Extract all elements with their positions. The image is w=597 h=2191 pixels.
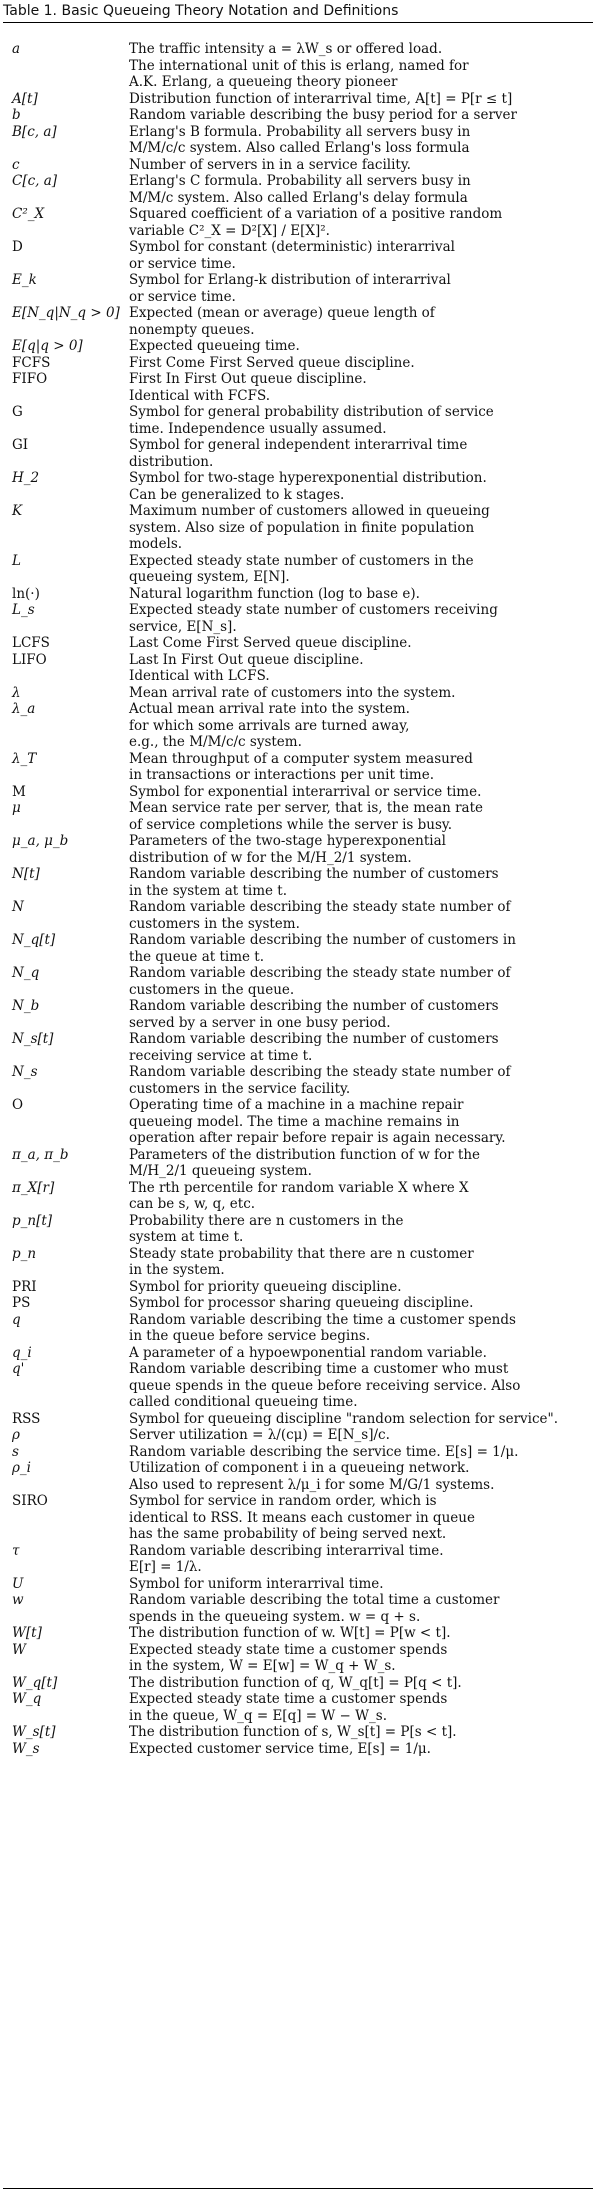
definition-line: Mean throughput of a computer system measured bbox=[129, 750, 473, 767]
definition-line: M/H_2/1 queueing system. bbox=[129, 1163, 312, 1179]
table-row bbox=[0, 1592, 597, 1625]
definition-line: Can be generalized to k stages. bbox=[129, 486, 345, 503]
definition-cell bbox=[129, 1213, 585, 1246]
table-row bbox=[0, 305, 597, 338]
definition-cell bbox=[129, 652, 585, 685]
table-row bbox=[0, 1675, 597, 1692]
definition-line: for which some arrivals are turned away, bbox=[129, 717, 410, 734]
symbol-cell: W_q[t] bbox=[12, 1674, 58, 1691]
symbol-cell: N bbox=[12, 899, 24, 915]
symbol-cell: μ_a, μ_b bbox=[12, 833, 69, 849]
symbol-cell: A[t] bbox=[12, 90, 38, 107]
definition-line: Random variable describing the time a customer spends bbox=[129, 1311, 516, 1328]
definition-cell bbox=[129, 602, 585, 635]
symbol-cell: LCFS bbox=[12, 635, 50, 651]
definition-line: service, E[N_s]. bbox=[129, 618, 237, 635]
symbol-cell: PRI bbox=[12, 1278, 37, 1295]
symbol-cell: FCFS bbox=[12, 354, 51, 371]
table-row bbox=[0, 91, 597, 108]
table-row bbox=[0, 272, 597, 305]
symbol-cell: E[q|q > 0] bbox=[12, 338, 83, 354]
table-row bbox=[0, 1427, 597, 1444]
definition-cell bbox=[129, 1576, 585, 1593]
definition-cell bbox=[129, 1675, 585, 1692]
definition-line: First Come First Served queue discipline. bbox=[129, 354, 415, 371]
symbol-cell: p_n bbox=[12, 1245, 37, 1262]
symbol-cell: LIFO bbox=[12, 651, 47, 668]
definition-cell bbox=[129, 1642, 585, 1675]
table-row bbox=[0, 355, 597, 372]
definition-line: customers in the system. bbox=[129, 915, 300, 932]
symbol-cell: B[c, a] bbox=[12, 123, 57, 140]
table-row bbox=[0, 239, 597, 272]
symbol-cell: C[c, a] bbox=[12, 173, 58, 189]
table-row bbox=[0, 1295, 597, 1312]
table-row bbox=[0, 800, 597, 833]
definition-line: Expected customer service time, E[s] = 1/μ. bbox=[129, 1740, 431, 1757]
definition-cell bbox=[129, 41, 585, 91]
table-row bbox=[0, 1180, 597, 1213]
symbol-cell: W_s bbox=[12, 1740, 40, 1757]
definition-line: Expected steady state time a customer spends bbox=[129, 1691, 448, 1707]
table-row bbox=[0, 635, 597, 652]
definition-cell bbox=[129, 1180, 585, 1213]
definition-line: A parameter of a hypoewponential random variable. bbox=[129, 1344, 487, 1361]
definition-cell bbox=[129, 107, 585, 124]
definition-line: Symbol for general probability distribution of service bbox=[129, 404, 494, 420]
definition-line: spends in the queueing system. w = q + s. bbox=[129, 1608, 421, 1625]
definition-line: Random variable describing the service time. E[s] = 1/μ. bbox=[129, 1443, 519, 1460]
definition-line: Squared coefficient of a variation of a positive random bbox=[129, 206, 503, 222]
definition-cell bbox=[129, 784, 585, 801]
definition-line: customers in the service facility. bbox=[129, 1080, 351, 1097]
definition-cell bbox=[129, 1592, 585, 1625]
definition-cell bbox=[129, 833, 585, 866]
symbol-cell: q' bbox=[12, 1361, 25, 1377]
symbol-cell: λ_T bbox=[12, 750, 37, 767]
definition-line: Server utilization = λ/(cμ) = E[N_s]/c. bbox=[129, 1427, 390, 1443]
definition-cell bbox=[129, 1031, 585, 1064]
symbol-cell: N_s bbox=[12, 1064, 38, 1080]
definition-line: variable C²_X = D²[X] / E[X]². bbox=[129, 222, 330, 239]
symbol-cell: w bbox=[12, 1592, 24, 1608]
definition-line: in the system at time t. bbox=[129, 882, 287, 899]
definition-cell bbox=[129, 1279, 585, 1296]
symbol-cell: μ bbox=[12, 800, 21, 816]
definition-line: Parameters of the two-stage hyperexponential bbox=[129, 833, 446, 849]
definition-line: The rth percentile for random variable X where X bbox=[129, 1179, 469, 1196]
definition-cell bbox=[129, 305, 585, 338]
table-row bbox=[0, 1097, 597, 1147]
definition-line: Random variable describing the number of customers bbox=[129, 1031, 499, 1047]
table-row bbox=[0, 41, 597, 91]
definition-cell bbox=[129, 1411, 585, 1428]
definition-cell bbox=[129, 173, 585, 206]
symbol-cell: L_s bbox=[12, 602, 35, 618]
definition-line: time. Independence usually assumed. bbox=[129, 420, 387, 437]
definition-line: Symbol for exponential interarrival or service time. bbox=[129, 783, 482, 800]
table-row bbox=[0, 1576, 597, 1593]
symbol-cell: N[t] bbox=[12, 866, 40, 882]
definition-line: operation after repair before repair is again necessary. bbox=[129, 1130, 506, 1146]
table-row bbox=[0, 1246, 597, 1279]
symbol-cell: b bbox=[12, 107, 21, 123]
definition-line: M/M/c system. Also called Erlang's delay formula bbox=[129, 189, 468, 206]
definition-cell bbox=[129, 1460, 585, 1493]
definition-cell bbox=[129, 1147, 585, 1180]
table-row bbox=[0, 1147, 597, 1180]
symbol-cell: s bbox=[12, 1443, 19, 1460]
definition-line: Operating time of a machine in a machine repair bbox=[129, 1097, 464, 1113]
definition-cell bbox=[129, 1741, 585, 1758]
table-row bbox=[0, 1460, 597, 1493]
definition-cell bbox=[129, 701, 585, 751]
definition-cell bbox=[129, 206, 585, 239]
definition-line: Random variable describing the busy period for a server bbox=[129, 107, 517, 123]
symbol-cell: C²_X bbox=[12, 206, 45, 222]
definition-line: Last Come First Served queue discipline. bbox=[129, 635, 412, 651]
definition-line: Identical with FCFS. bbox=[129, 387, 271, 404]
definition-line: receiving service at time t. bbox=[129, 1047, 313, 1064]
definition-cell bbox=[129, 553, 585, 586]
table-row bbox=[0, 1411, 597, 1428]
symbol-cell: ρ_i bbox=[12, 1460, 32, 1476]
table-row bbox=[0, 586, 597, 603]
definition-cell bbox=[129, 1246, 585, 1279]
bottom-rule bbox=[3, 2188, 593, 2189]
definition-cell bbox=[129, 437, 585, 470]
table-row bbox=[0, 503, 597, 553]
table-row bbox=[0, 685, 597, 702]
table-row bbox=[0, 1625, 597, 1642]
definition-cell bbox=[129, 899, 585, 932]
definition-line: Steady state probability that there are n customer bbox=[129, 1245, 474, 1262]
definition-cell bbox=[129, 800, 585, 833]
symbol-cell: λ bbox=[12, 684, 21, 701]
table-row bbox=[0, 371, 597, 404]
definition-line: Also used to represent λ/μ_i for some M/G/1 systems. bbox=[129, 1476, 495, 1493]
definition-cell bbox=[129, 157, 585, 174]
definition-line: called conditional queueing time. bbox=[129, 1394, 358, 1410]
symbol-cell: H_2 bbox=[12, 470, 40, 486]
symbol-cell: q bbox=[12, 1311, 21, 1328]
definition-cell bbox=[129, 1444, 585, 1461]
definition-cell bbox=[129, 685, 585, 702]
definition-cell bbox=[129, 91, 585, 108]
definition-cell bbox=[129, 404, 585, 437]
table-row bbox=[0, 1444, 597, 1461]
definition-cell bbox=[129, 1625, 585, 1642]
table-row bbox=[0, 652, 597, 685]
table-row bbox=[0, 1724, 597, 1741]
symbol-cell: RSS bbox=[12, 1410, 41, 1427]
table-row bbox=[0, 1741, 597, 1758]
definition-line: Last In First Out queue discipline. bbox=[129, 651, 364, 668]
definition-line: of service completions while the server is busy. bbox=[129, 816, 453, 833]
symbol-cell: O bbox=[12, 1097, 24, 1113]
table-row bbox=[0, 1493, 597, 1543]
definition-line: Symbol for general independent interarrival time bbox=[129, 437, 468, 453]
definition-line: Random variable describing the steady state number of bbox=[129, 965, 511, 981]
definition-cell bbox=[129, 1691, 585, 1724]
table-row bbox=[0, 553, 597, 586]
definition-line: Random variable describing the steady state number of bbox=[129, 1064, 511, 1080]
table-row bbox=[0, 701, 597, 751]
definition-line: in the queue before service begins. bbox=[129, 1328, 371, 1344]
definition-line: The traffic intensity a = λW_s or offered load. bbox=[129, 41, 443, 57]
symbol-cell: E_k bbox=[12, 272, 37, 288]
definition-line: queueing model. The time a machine remains in bbox=[129, 1113, 460, 1130]
definition-line: The international unit of this is erlang, named for bbox=[129, 57, 469, 74]
table-caption: Table 1. Basic Queueing Theory Notation and Definitions bbox=[3, 0, 593, 23]
definition-line: Maximum number of customers allowed in queueing bbox=[129, 503, 490, 519]
definition-cell bbox=[129, 1295, 585, 1312]
definition-line: the queue at time t. bbox=[129, 948, 265, 965]
definition-line: in the system, W = E[w] = W_q + W_s. bbox=[129, 1658, 396, 1674]
definition-cell bbox=[129, 635, 585, 652]
symbol-cell: W bbox=[12, 1641, 26, 1658]
table-row bbox=[0, 470, 597, 503]
table-row bbox=[0, 965, 597, 998]
definition-line: customers in the queue. bbox=[129, 981, 295, 998]
definition-cell bbox=[129, 998, 585, 1031]
definition-cell bbox=[129, 1361, 585, 1411]
definition-line: nonempty queues. bbox=[129, 321, 255, 338]
definition-line: Actual mean arrival rate into the system. bbox=[129, 701, 410, 717]
symbol-cell: G bbox=[12, 404, 23, 420]
definition-cell bbox=[129, 1724, 585, 1741]
table-row bbox=[0, 437, 597, 470]
definition-line: served by a server in one busy period. bbox=[129, 1014, 391, 1031]
definition-line: Probability there are n customers in the bbox=[129, 1212, 404, 1229]
symbol-cell: W[t] bbox=[12, 1625, 42, 1641]
definition-line: can be s, w, q, etc. bbox=[129, 1196, 256, 1212]
symbol-cell: q_i bbox=[12, 1344, 32, 1361]
table-row bbox=[0, 866, 597, 899]
definition-line: Symbol for processor sharing queueing discipline. bbox=[129, 1295, 474, 1311]
symbol-cell: M bbox=[12, 783, 26, 800]
table-row bbox=[0, 1642, 597, 1675]
definition-line: Random variable describing time a customer who must bbox=[129, 1361, 509, 1377]
definition-line: The distribution function of s, W_s[t] = P[s < t]. bbox=[129, 1724, 457, 1740]
table-row bbox=[0, 404, 597, 437]
definition-line: Identical with LCFS. bbox=[129, 668, 270, 684]
table-row bbox=[0, 1361, 597, 1411]
table-row bbox=[0, 602, 597, 635]
symbol-cell: PS bbox=[12, 1295, 31, 1311]
definition-cell bbox=[129, 371, 585, 404]
table-row bbox=[0, 1031, 597, 1064]
symbol-cell: p_n[t] bbox=[12, 1212, 53, 1229]
definition-cell bbox=[129, 124, 585, 157]
definition-line: Expected steady state number of customers in the bbox=[129, 552, 474, 569]
definition-cell bbox=[129, 751, 585, 784]
definition-line: Random variable describing the total time a customer bbox=[129, 1592, 500, 1608]
symbol-cell: W_q bbox=[12, 1691, 42, 1707]
definition-line: Expected queueing time. bbox=[129, 338, 300, 354]
table-row bbox=[0, 1543, 597, 1576]
symbol-cell: a bbox=[12, 41, 21, 57]
table-row bbox=[0, 338, 597, 355]
definition-line: Mean service rate per server, that is, the mean rate bbox=[129, 800, 483, 816]
table-row bbox=[0, 899, 597, 932]
definition-line: has the same probability of being served next. bbox=[129, 1526, 447, 1542]
definition-cell bbox=[129, 1064, 585, 1097]
symbol-cell: N_q bbox=[12, 965, 40, 981]
table-row bbox=[0, 751, 597, 784]
table-row bbox=[0, 124, 597, 157]
table-row bbox=[0, 173, 597, 206]
table-row bbox=[0, 107, 597, 124]
table-row bbox=[0, 1279, 597, 1296]
definition-line: Symbol for priority queueing discipline. bbox=[129, 1278, 402, 1295]
table-row bbox=[0, 1345, 597, 1362]
definition-cell bbox=[129, 866, 585, 899]
definition-line: Number of servers in in a service facility. bbox=[129, 156, 411, 173]
definition-line: The distribution function of q, W_q[t] = P[q < t]. bbox=[129, 1674, 462, 1691]
definition-line: system at time t. bbox=[129, 1229, 244, 1245]
symbol-cell: c bbox=[12, 156, 20, 173]
definition-line: or service time. bbox=[129, 255, 236, 272]
definition-cell bbox=[129, 1427, 585, 1444]
definition-line: system. Also size of population in finite population bbox=[129, 519, 475, 536]
symbol-cell: N_q[t] bbox=[12, 932, 56, 948]
definition-line: distribution. bbox=[129, 453, 214, 470]
symbol-cell: W_s[t] bbox=[12, 1724, 56, 1740]
definition-line: Mean arrival rate of customers into the system. bbox=[129, 684, 456, 701]
definition-cell bbox=[129, 1345, 585, 1362]
definition-line: Expected steady state number of customers receiving bbox=[129, 602, 498, 618]
definition-line: Symbol for constant (deterministic) interarrival bbox=[129, 239, 455, 255]
table-row bbox=[0, 1691, 597, 1724]
definition-line: Symbol for uniform interarrival time. bbox=[129, 1575, 384, 1592]
definition-line: Symbol for service in random order, which is bbox=[129, 1493, 437, 1509]
symbol-cell: E[N_q|N_q > 0] bbox=[12, 305, 120, 321]
symbol-cell: L bbox=[12, 552, 21, 569]
definition-line: models. bbox=[129, 536, 183, 552]
definition-cell bbox=[129, 965, 585, 998]
definition-line: identical to RSS. It means each customer in queue bbox=[129, 1509, 475, 1526]
definition-cell bbox=[129, 503, 585, 553]
definition-line: Random variable describing the number of customers bbox=[129, 866, 499, 882]
table-row bbox=[0, 206, 597, 239]
symbol-cell: N_s[t] bbox=[12, 1031, 54, 1047]
definition-line: Random variable describing the number of customers in bbox=[129, 932, 516, 948]
definition-line: Random variable describing the steady state number of bbox=[129, 899, 511, 915]
definition-line: in transactions or interactions per unit time. bbox=[129, 767, 435, 783]
definition-line: Symbol for Erlang-k distribution of interarrival bbox=[129, 272, 451, 288]
symbol-cell: π_X[r] bbox=[12, 1179, 55, 1196]
definition-cell bbox=[129, 239, 585, 272]
definition-line: Expected (mean or average) queue length of bbox=[129, 305, 435, 321]
definition-line: Random variable describing interarrival time. bbox=[129, 1542, 444, 1559]
definition-line: in the queue, W_q = E[q] = W − W_s. bbox=[129, 1707, 387, 1724]
definition-cell bbox=[129, 1543, 585, 1576]
table-row bbox=[0, 784, 597, 801]
symbol-cell: ln(·) bbox=[12, 585, 40, 602]
symbol-cell: N_b bbox=[12, 998, 40, 1014]
definition-line: Distribution function of interarrival time, A[t] = P[r ≤ t] bbox=[129, 90, 513, 107]
table-row bbox=[0, 932, 597, 965]
definition-line: e.g., the M/M/c/c system. bbox=[129, 734, 302, 750]
notation-table bbox=[0, 41, 597, 1757]
symbol-cell: π_a, π_b bbox=[12, 1146, 69, 1163]
table-row bbox=[0, 833, 597, 866]
definition-line: in the system. bbox=[129, 1262, 225, 1278]
definition-cell bbox=[129, 586, 585, 603]
definition-cell bbox=[129, 1493, 585, 1543]
definition-cell bbox=[129, 272, 585, 305]
symbol-cell: λ_a bbox=[12, 701, 36, 717]
definition-line: E[r] = 1/λ. bbox=[129, 1559, 202, 1575]
symbol-cell: FIFO bbox=[12, 371, 48, 387]
symbol-cell: U bbox=[12, 1575, 24, 1592]
definition-line: Parameters of the distribution function of w for the bbox=[129, 1146, 481, 1163]
symbol-cell: GI bbox=[12, 437, 29, 453]
definition-line: Expected steady state time a customer spends bbox=[129, 1641, 448, 1658]
definition-cell bbox=[129, 932, 585, 965]
definition-cell bbox=[129, 1312, 585, 1345]
definition-line: A.K. Erlang, a queueing theory pioneer bbox=[129, 74, 398, 90]
definition-line: Erlang's B formula. Probability all servers busy in bbox=[129, 123, 471, 140]
definition-line: M/M/c/c system. Also called Erlang's loss formula bbox=[129, 140, 470, 156]
definition-line: Symbol for two-stage hyperexponential distribution. bbox=[129, 470, 487, 486]
table-row bbox=[0, 998, 597, 1031]
definition-cell bbox=[129, 338, 585, 355]
symbol-cell: D bbox=[12, 239, 23, 255]
definition-line: Symbol for queueing discipline "random selection for service". bbox=[129, 1410, 559, 1427]
definition-cell bbox=[129, 470, 585, 503]
table-row bbox=[0, 157, 597, 174]
definition-line: Random variable describing the number of customers bbox=[129, 998, 499, 1014]
definition-line: distribution of w for the M/H_2/1 system. bbox=[129, 849, 412, 866]
definition-line: The distribution function of w. W[t] = P[w < t]. bbox=[129, 1625, 451, 1641]
definition-line: queueing system, E[N]. bbox=[129, 569, 290, 585]
definition-line: Erlang's C formula. Probability all servers busy in bbox=[129, 173, 471, 189]
definition-line: or service time. bbox=[129, 288, 236, 305]
definition-line: Natural logarithm function (log to base e). bbox=[129, 585, 420, 602]
symbol-cell: τ bbox=[12, 1542, 20, 1559]
symbol-cell: ρ bbox=[12, 1427, 20, 1443]
definition-line: Utilization of component i in a queueing network. bbox=[129, 1460, 470, 1476]
symbol-cell: SIRO bbox=[12, 1493, 48, 1509]
symbol-cell: K bbox=[12, 503, 23, 519]
definition-cell bbox=[129, 355, 585, 372]
table-row bbox=[0, 1213, 597, 1246]
definition-cell bbox=[129, 1097, 585, 1147]
definition-line: First In First Out queue discipline. bbox=[129, 371, 367, 387]
table-row bbox=[0, 1312, 597, 1345]
table-row bbox=[0, 1064, 597, 1097]
definition-line: queue spends in the queue before receiving service. Also bbox=[129, 1377, 521, 1394]
